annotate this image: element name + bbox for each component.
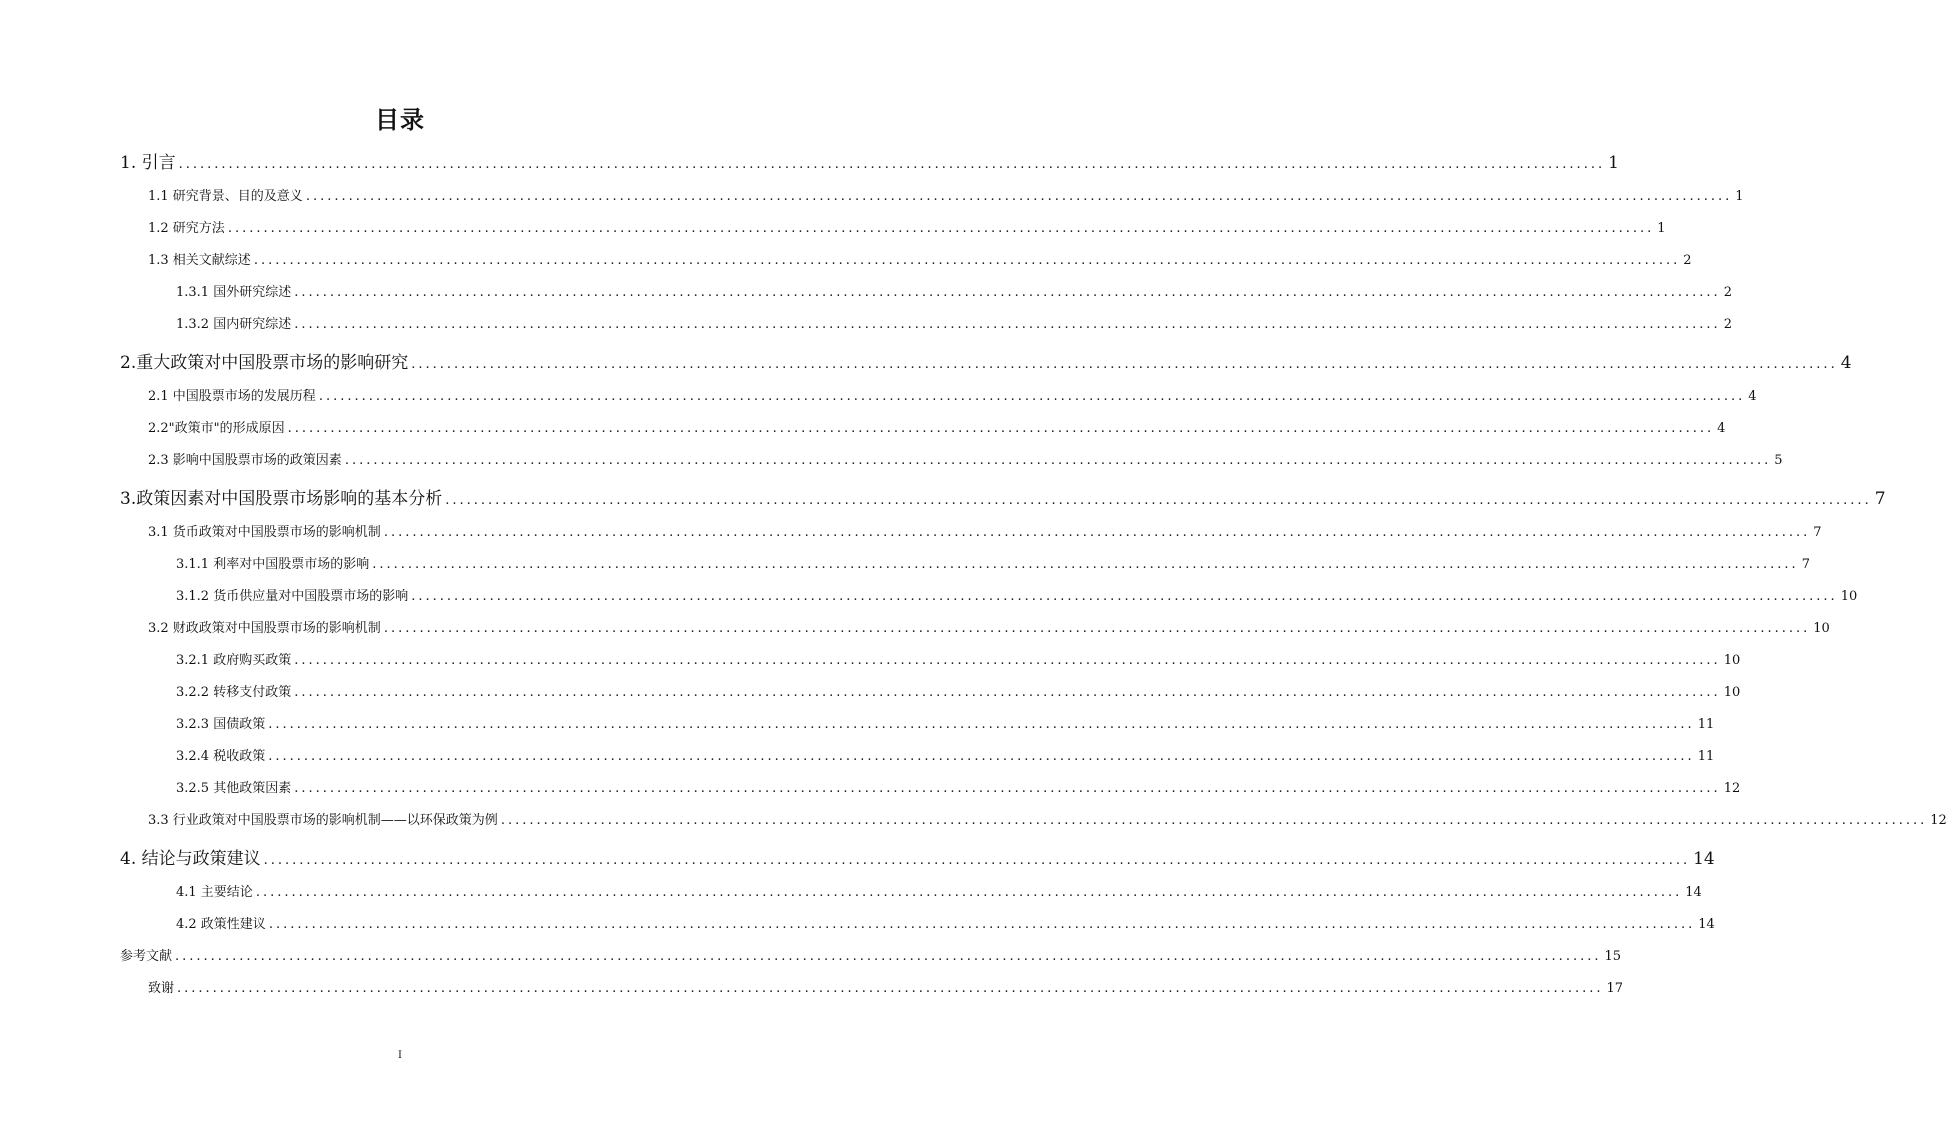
toc-entry-label: 3.2.1 政府购买政策	[176, 653, 292, 668]
toc-entry[interactable]	[176, 681, 1741, 705]
toc-leader-dots: ........................................................................................................................................................................................................	[305, 189, 1733, 204]
toc-leader-dots: ........................................................................................................................................................................................................	[411, 357, 1838, 372]
toc-entry-page: 2	[1723, 285, 1732, 300]
toc-entry-page: 14	[1685, 885, 1702, 900]
toc-entry-page: 12	[1930, 813, 1947, 828]
toc-entry[interactable]	[148, 417, 1726, 441]
toc-entry-label: 4.1 主要结论	[176, 885, 253, 900]
toc-entry[interactable]	[176, 313, 1732, 337]
toc-leader-dots: ........................................................................................................................................................................................................	[445, 493, 1872, 508]
toc-leader-dots: ........................................................................................................................................................................................................	[227, 221, 1655, 236]
toc-entry-page: 1	[1657, 221, 1666, 236]
toc-entry[interactable]	[148, 977, 1624, 1001]
toc-entry[interactable]	[176, 281, 1732, 305]
toc-entry[interactable]	[176, 881, 1702, 905]
toc-entry[interactable]	[148, 449, 1783, 473]
toc-entry[interactable]	[120, 148, 1619, 173]
toc-entry-page: 15	[1604, 949, 1622, 964]
toc-entry-label: 1. 引言	[120, 153, 176, 173]
toc-entry-page: 10	[1723, 653, 1741, 668]
toc-entry-page: 10	[1840, 589, 1858, 604]
toc-leader-dots: ........................................................................................................................................................................................................	[177, 981, 1604, 996]
toc-entry-label: 3.2.4 税收政策	[176, 749, 266, 764]
toc-entry-page: 17	[1606, 981, 1624, 996]
toc-entry[interactable]	[120, 484, 1886, 509]
toc-entry-label: 1.1 研究背景、目的及意义	[148, 189, 303, 204]
toc-leader-dots: ........................................................................................................................................................................................................	[175, 949, 1602, 964]
toc-entry-page: 14	[1698, 917, 1715, 932]
toc-entry-page: 2	[1683, 253, 1692, 268]
toc-entry-label: 2.2"政策市"的形成原因	[148, 421, 285, 436]
toc-entry-label: 2.3 影响中国股票市场的政策因素	[148, 453, 342, 468]
toc-entry-page: 10	[1813, 621, 1830, 636]
toc-entry-label: 3.2 财政政策对中国股票市场的影响机制	[148, 621, 381, 636]
toc-entry[interactable]	[148, 385, 1757, 409]
toc-leader-dots: ........................................................................................................................................................................................................	[178, 157, 1606, 172]
toc-entry[interactable]	[148, 217, 1666, 241]
toc-leader-dots: ........................................................................................................................................................................................................	[294, 685, 1721, 700]
toc-entry-label: 1.3.1 国外研究综述	[176, 285, 292, 300]
toc-entry[interactable]	[176, 745, 1715, 769]
toc-leader-dots: ........................................................................................................................................................................................................	[294, 285, 1721, 300]
toc-entry-page: 4	[1717, 421, 1726, 436]
toc-entry-page: 14	[1693, 849, 1715, 869]
toc-entry[interactable]	[176, 585, 1858, 609]
toc-entry-page: 4	[1748, 389, 1757, 404]
toc-leader-dots: ........................................................................................................................................................................................................	[318, 389, 1746, 404]
toc-leader-dots: ........................................................................................................................................................................................................	[255, 885, 1683, 900]
toc-leader-dots: ........................................................................................................................................................................................................	[500, 813, 1928, 828]
toc-entry-page: 12	[1723, 781, 1741, 796]
toc-entry-page: 4	[1840, 353, 1852, 373]
toc-entry[interactable]	[148, 521, 1822, 545]
toc-entry[interactable]	[148, 185, 1744, 209]
toc-entry[interactable]	[176, 713, 1715, 737]
toc-leader-dots: ........................................................................................................................................................................................................	[268, 749, 1695, 764]
toc-entry-label: 3.1.1 利率对中国股票市场的影响	[176, 557, 370, 572]
toc-entry-label: 2.重大政策对中国股票市场的影响研究	[120, 353, 409, 373]
toc-entry-page: 1	[1735, 189, 1744, 204]
toc-entry[interactable]	[120, 945, 1622, 969]
toc-entry-label: 1.3 相关文献综述	[148, 253, 251, 268]
toc-entry[interactable]	[148, 617, 1830, 641]
toc-entry-label: 4.2 政策性建议	[176, 917, 266, 932]
toc-entry-page: 11	[1697, 749, 1715, 764]
toc-entry[interactable]	[120, 348, 1852, 373]
page-title: 目录	[375, 106, 425, 134]
toc-entry-label: 3.1 货币政策对中国股票市场的影响机制	[148, 525, 381, 540]
toc-leader-dots: ........................................................................................................................................................................................................	[294, 653, 1721, 668]
toc-leader-dots: ........................................................................................................................................................................................................	[344, 453, 1772, 468]
toc-entry[interactable]	[148, 809, 1947, 833]
toc-leader-dots: ........................................................................................................................................................................................................	[411, 589, 1838, 604]
toc-entry-page: 11	[1697, 717, 1715, 732]
toc-entry[interactable]	[176, 913, 1715, 937]
toc-entry[interactable]	[120, 844, 1715, 869]
toc-entry[interactable]	[176, 649, 1741, 673]
toc-leader-dots: ........................................................................................................................................................................................................	[372, 557, 1799, 572]
toc-entry-label: 1.2 研究方法	[148, 221, 225, 236]
toc-entry[interactable]	[176, 777, 1741, 801]
toc-entry-label: 3.1.2 货币供应量对中国股票市场的影响	[176, 589, 409, 604]
toc-entry-label: 3.2.2 转移支付政策	[176, 685, 292, 700]
toc-entry-label: 参考文献	[120, 949, 173, 964]
toc-entry-page: 10	[1723, 685, 1741, 700]
toc-entry-label: 1.3.2 国内研究综述	[176, 317, 292, 332]
toc-entry-page: 1	[1608, 153, 1619, 173]
toc-entry[interactable]	[176, 553, 1810, 577]
toc-entry-page: 2	[1723, 317, 1732, 332]
toc-leader-dots: ........................................................................................................................................................................................................	[383, 621, 1811, 636]
toc-entry[interactable]	[148, 249, 1692, 273]
toc-entry-label: 3.2.5 其他政策因素	[176, 781, 292, 796]
toc-leader-dots: ........................................................................................................................................................................................................	[268, 717, 1695, 732]
toc-leader-dots: ........................................................................................................................................................................................................	[268, 917, 1696, 932]
toc-entry-label: 3.3 行业政策对中国股票市场的影响机制——以环保政策为例	[148, 813, 498, 828]
toc-leader-dots: ........................................................................................................................................................................................................	[287, 421, 1715, 436]
toc-entry-page: 7	[1801, 557, 1810, 572]
toc-entry-page: 5	[1774, 453, 1783, 468]
toc-entry-label: 2.1 中国股票市场的发展历程	[148, 389, 316, 404]
toc-leader-dots: ........................................................................................................................................................................................................	[383, 525, 1811, 540]
toc-leader-dots: ........................................................................................................................................................................................................	[253, 253, 1681, 268]
page-number: I	[398, 1050, 402, 1061]
toc-entry-label: 3.2.3 国债政策	[176, 717, 266, 732]
toc-entry-label: 3.政策因素对中国股票市场影响的基本分析	[120, 489, 443, 509]
toc-entry-label: 4. 结论与政策建议	[120, 849, 261, 869]
toc-leader-dots: ........................................................................................................................................................................................................	[263, 853, 1691, 868]
toc-entry-page: 7	[1874, 489, 1886, 509]
toc-leader-dots: ........................................................................................................................................................................................................	[294, 317, 1721, 332]
toc-entry-page: 7	[1813, 525, 1822, 540]
toc-leader-dots: ........................................................................................................................................................................................................	[294, 781, 1721, 796]
toc-entry-label: 致谢	[148, 981, 175, 996]
